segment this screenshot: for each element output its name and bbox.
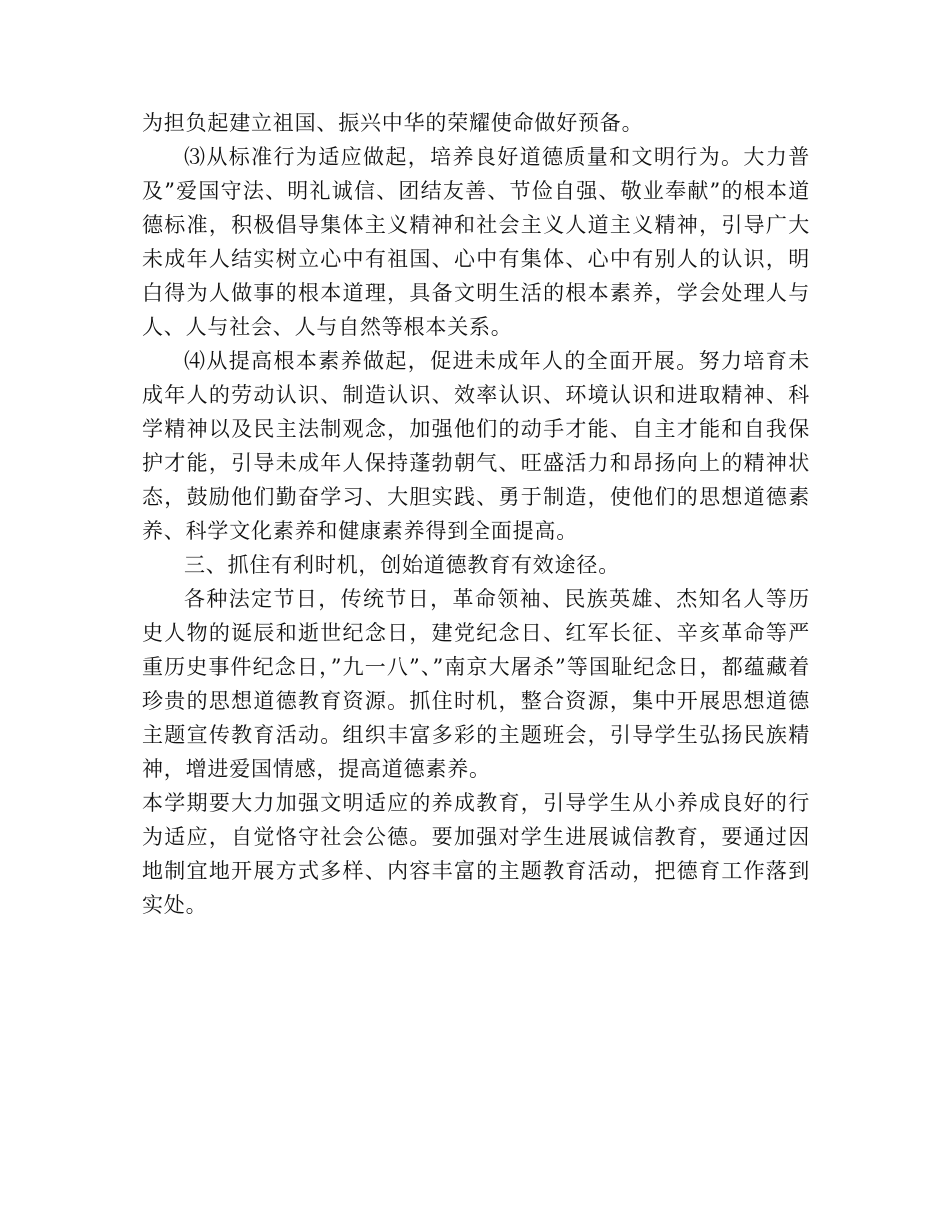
document-body — [142, 106, 810, 922]
paragraph-item-3: ⑶从标准行为适应做起，培养良好道德质量和文明行为。大力普及”爱国守法、明礼诚信、团结友善、节俭自强、敬业奉献”的根本道德标准，积极倡导集体主义精神和社会主义人道主义精神，引导广大未成年人结实树立心中有祖国、心中有集体、心中有别人的认识，明白得为人做事的根本道理，具备文明生活的根本素养，学会处理人与人、人与社会、人与自然等根本关系。 — [142, 145, 810, 339]
paragraph-item-4: ⑷从提高根本素养做起，促进未成年人的全面开展。努力培育未成年人的劳动认识、制造认识、效率认识、环境认识和进取精神、科学精神以及民主法制观念，加强他们的动手才能、自主才能和自我保护才能，引导未成年人保持蓬勃朝气、旺盛活力和昂扬向上的精神状态，鼓励他们勤奋学习、大胆实践、勇于制造，使他们的思想道德素养、科学文化素养和健康素养得到全面提高。 — [142, 349, 810, 543]
paragraph-semester-plan: 本学期要大力加强文明适应的养成教育，引导学生从小养成良好的行为适应，自觉恪守社会公德。要加强对学生进展诚信教育，要通过因地制宜地开展方式多样、内容丰富的主题教育活动，把德育工作落到实处。 — [142, 791, 810, 917]
paragraph-continuation: 为担负起建立祖国、振兴中华的荣耀使命做好预备。 — [142, 111, 644, 135]
paragraph-memorial-days: 各种法定节日，传统节日，革命领袖、民族英雄、杰知名人等历史人物的诞辰和逝世纪念日，建党纪念日、红军长征、辛亥革命等严重历史事件纪念日，”九一八”、”南京大屠杀”等国耻纪念日，都蕴藏着珍贵的思想道德教育资源。抓住时机，整合资源，集中开展思想道德主题宣传教育活动。组织丰富多彩的主题班会，引导学生弘扬民族精神，增进爱国情感，提高道德素养。 — [142, 587, 810, 781]
section-heading-3: 三、抓住有利时机，创始道德教育有效途径。 — [184, 553, 620, 577]
